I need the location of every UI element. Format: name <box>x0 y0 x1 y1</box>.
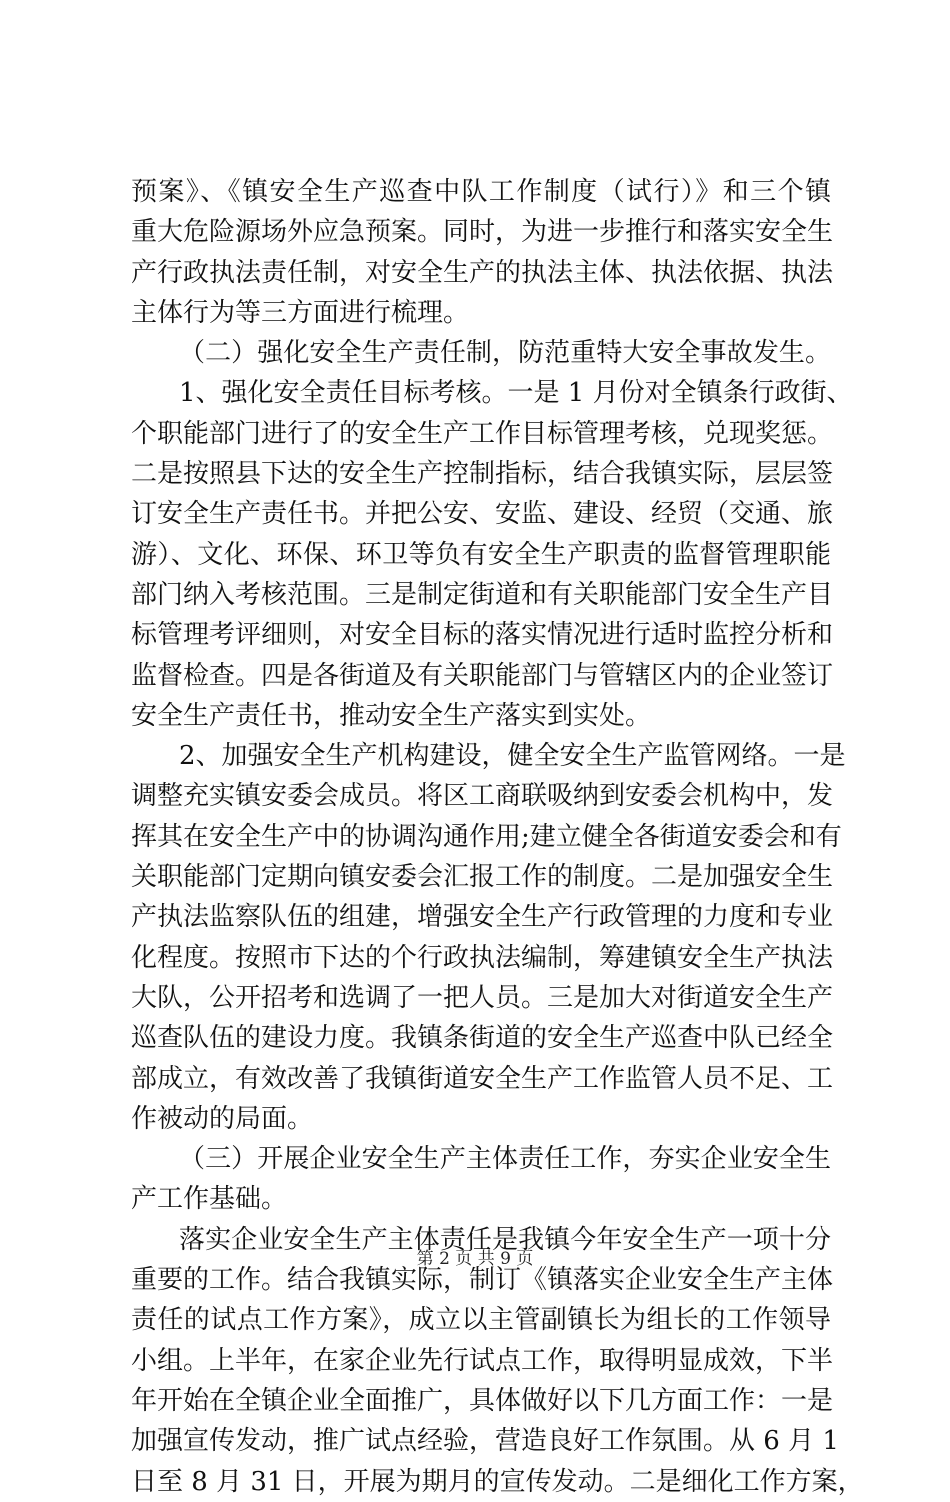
text-line: 小组。上半年，在家企业先行试点工作，取得明显成效，下半 <box>131 1345 834 1376</box>
text-line: 部门纳入考核范围。三是制定街道和有关职能部门安全生产目 <box>131 579 834 610</box>
text-line: 1、强化安全责任目标考核。一是 1 月份对全镇条行政街、 <box>179 378 853 409</box>
text-line: 巡查队伍的建设力度。我镇条街道的安全生产巡查中队已经全 <box>131 1023 834 1054</box>
text-line: 2、加强安全生产机构建设，健全安全生产监管网络。一是 <box>179 741 846 772</box>
text-line: 日至 8 月 31 日，开展为期月的宣传发动。二是细化工作方案， <box>131 1466 864 1497</box>
text-line: 部成立，有效改善了我镇街道安全生产工作监管人员不足、工 <box>131 1063 834 1094</box>
text-line: 调整充实镇安委会成员。将区工商联吸纳到安委会机构中，发 <box>131 781 834 812</box>
text-line: 落实企业安全生产主体责任是我镇今年安全生产一项十分 <box>179 1224 831 1255</box>
text-line: 重大危险源场外应急预案。同时，为进一步推行和落实安全生 <box>131 217 834 248</box>
text-line: 个职能部门进行了的安全生产工作目标管理考核，兑现奖惩。 <box>131 418 834 449</box>
text-line: （二）强化安全生产责任制，防范重特大安全事故发生。 <box>179 338 831 369</box>
text-line: 标管理考评细则，对安全目标的落实情况进行适时监控分析和 <box>131 620 834 651</box>
text-line: （三）开展企业安全生产主体责任工作，夯实企业安全生 <box>179 1144 831 1175</box>
text-line: 化程度。按照市下达的个行政执法编制，筹建镇安全生产执法 <box>131 942 834 973</box>
text-line: 预案》、《镇安全生产巡查中队工作制度（试行）》和三个镇 <box>131 177 831 207</box>
text-line: 安全生产责任书，推动安全生产落实到实处。 <box>131 700 652 731</box>
text-line: 产工作基础。 <box>131 1184 288 1215</box>
page-footer: 第 2 页 共 9 页 <box>416 1249 534 1269</box>
text-line: 作被动的局面。 <box>131 1103 314 1134</box>
text-line: 订安全生产责任书。并把公安、安监、建设、经贸（交通、旅 <box>131 499 834 530</box>
text-line: 大队，公开招考和选调了一把人员。三是加大对街道安全生产 <box>131 982 834 1013</box>
text-line: 年开始在全镇企业全面推广，具体做好以下几方面工作：一是 <box>131 1385 834 1416</box>
text-line: 产执法监察队伍的组建，增强安全生产行政管理的力度和专业 <box>131 902 834 933</box>
text-line: 挥其在安全生产中的协调沟通作用;建立健全各街道安委会和有 <box>131 821 842 852</box>
text-line: 二是按照县下达的安全生产控制指标，结合我镇实际，层层签 <box>131 459 834 490</box>
text-line: 关职能部门定期向镇安委会汇报工作的制度。二是加强安全生 <box>131 862 834 893</box>
document-body <box>131 172 864 1502</box>
text-line: 监督检查。四是各街道及有关职能部门与管辖区内的企业签订 <box>131 660 834 691</box>
text-line: 游）、文化、环保、环卫等负有安全生产职责的监督管理职能 <box>131 539 831 570</box>
text-line: 重要的工作。结合我镇实际，制订《镇落实企业安全生产主体 <box>131 1265 834 1296</box>
text-line: 主体行为等三方面进行梳理。 <box>131 297 470 328</box>
text-line: 产行政执法责任制，对安全生产的执法主体、执法依据、执法 <box>131 257 834 288</box>
text-line: 责任的试点工作方案》，成立以主管副镇长为组长的工作领导 <box>131 1305 831 1336</box>
text-line: 加强宣传发动，推广试点经验，营造良好工作氛围。从 6 月 1 <box>131 1426 839 1457</box>
